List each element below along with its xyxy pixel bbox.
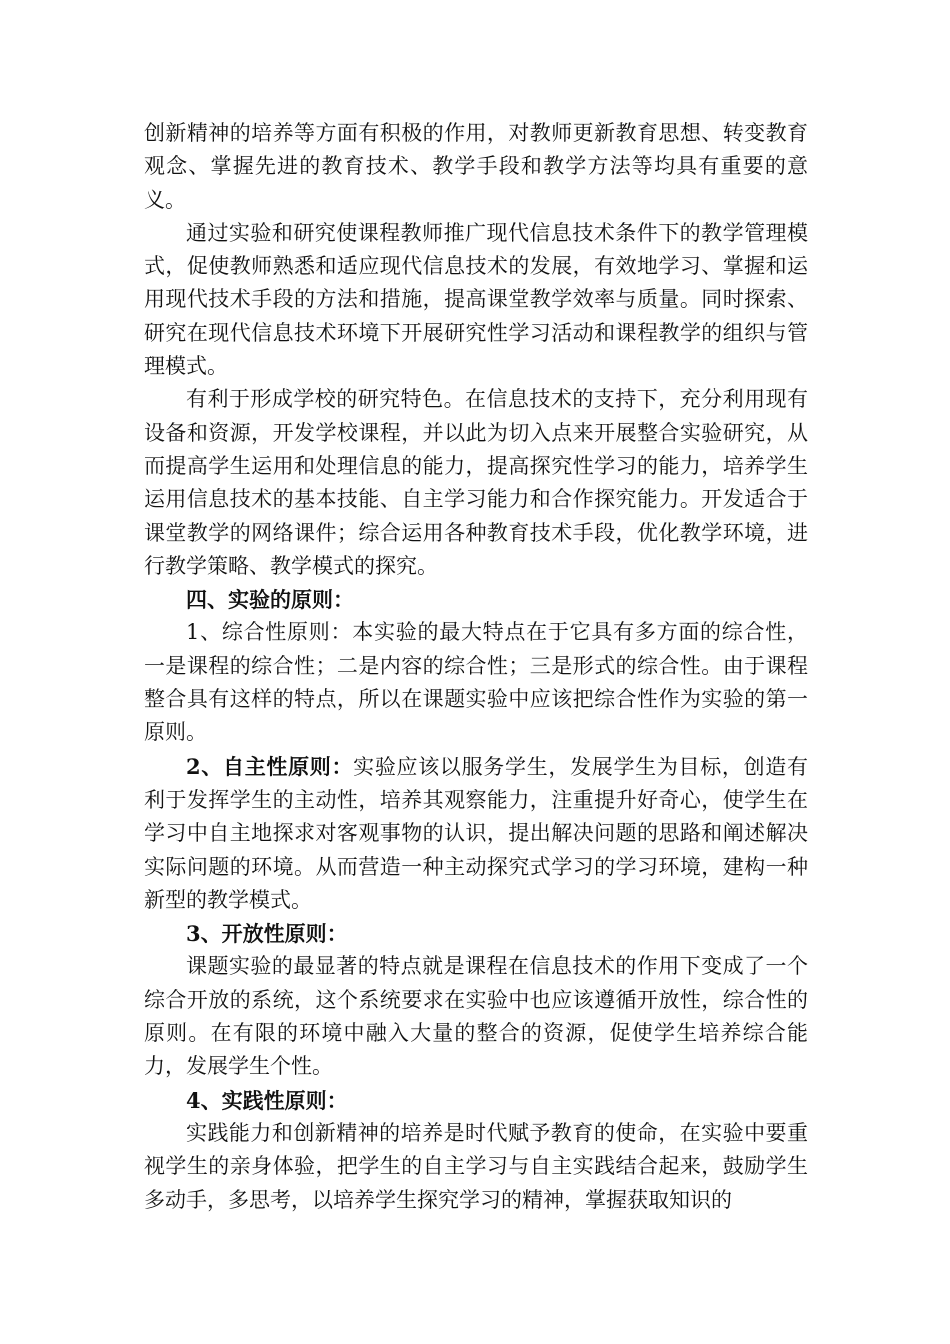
principle-openness-body: 课题实验的最显著的特点就是课程在信息技术的作用下变成了一个综合开放的系统，这个系统要求在实验中也应该遵循开放性，综合性的原则。在有限的环境中融入大量的整合的资源，促使学生培养综合能力，发展学生个性。 [144,954,808,1079]
paragraph-continuation: 创新精神的培养等方面有积极的作用，对教师更新教育思想、转变教育观念、掌握先进的教育技术、教学手段和教学方法等均具有重要的意义。 [144,121,808,212]
principle-comprehensive: 1、综合性原则：本实验的最大特点在于它具有多方面的综合性，一是课程的综合性；二是内容的综合性；三是形式的综合性。由于课程整合具有这样的特点，所以在课题实验中应该把综合性作为实验的第一原则。 [144,620,808,745]
paragraph-school-features: 有利于形成学校的研究特色。在信息技术的支持下，充分利用现有设备和资源，开发学校课程，并以此为切入点来开展整合实验研究，从而提高学生运用和处理信息的能力，提高探究性学习的能力，培养学生运用信息技术的基本技能、自主学习能力和合作探究能力。开发适合于课堂教学的网络课件；综合运用各种教育技术手段，优化教学环境，进行教学策略、教学模式的探究。 [144,387,808,578]
principle-autonomy-title: 2、自主性原则： [186,753,354,779]
principle-autonomy-body: 实验应该以服务学生，发展学生为目标，创造有利于发挥学生的主动性，培养其观察能力，注重提升好奇心，使学生在学习中自主地探求对客观事物的认识，提出解决问题的思路和阐述解决实际问题的环境。从而营造一种主动探究式学习的学习环境，建构一种新型的教学模式。 [144,754,808,912]
paragraph-teaching-management: 通过实验和研究使课程教师推广现代信息技术条件下的教学管理模式，促使教师熟悉和适应现代信息技术的发展，有效地学习、掌握和运用现代技术手段的方法和措施，提高课堂教学效率与质量。同时探索、研究在现代信息技术环境下开展研究性学习活动和课程教学的组织与管理模式。 [144,220,808,379]
principle-practice-title: 4、实践性原则： [186,1087,348,1113]
document-page [144,117,808,1217]
principle-autonomy [144,750,808,917]
principle-practice-body: 实践能力和创新精神的培养是时代赋予教育的使命，在实验中要重视学生的亲身体验，把学生的自主学习与自主实践结合起来，鼓励学生多动手，多思考，以培养学生探究学习的精神，掌握获取知识的 [144,1120,808,1212]
section-heading-principles: 四、实验的原则： [186,587,354,613]
principle-openness-title: 3、开放性原则： [186,921,348,947]
